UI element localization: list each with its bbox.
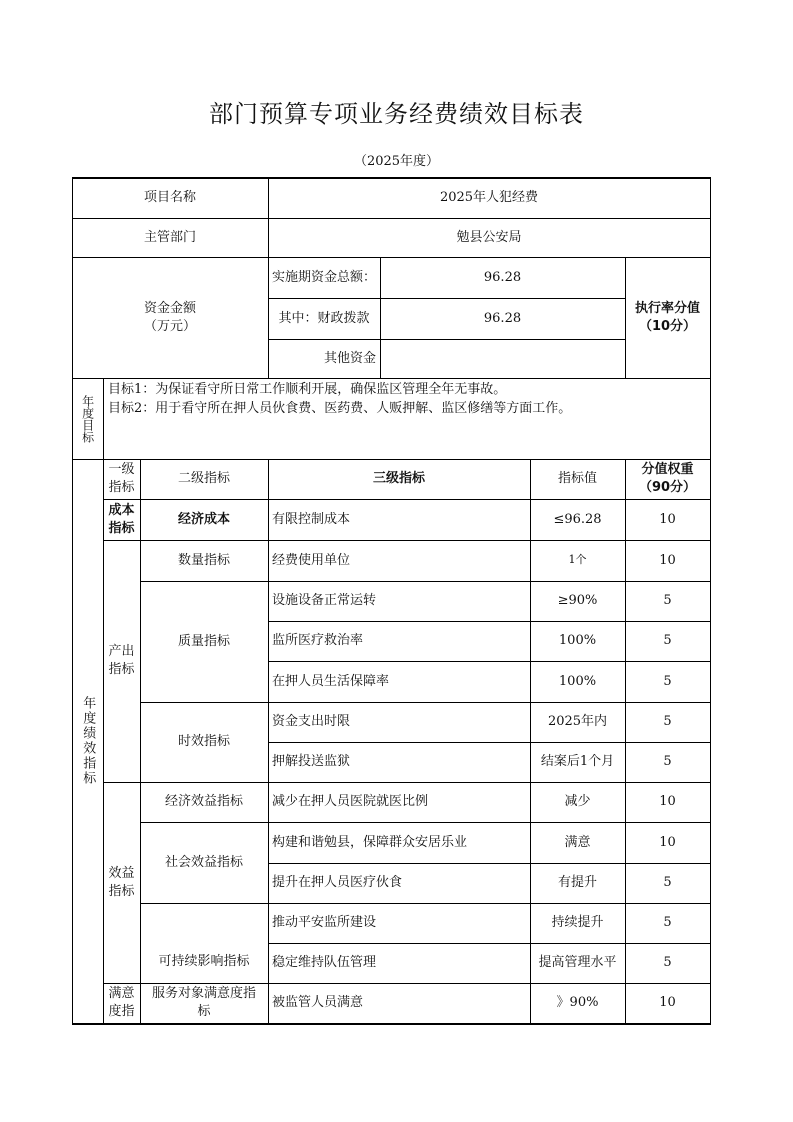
header-level1: 一级指标 <box>108 462 135 495</box>
timeliness-row-2-weight: 5 <box>663 754 672 770</box>
satisfaction-level1: 满意度指 <box>108 986 135 1019</box>
department-label: 主管部门 <box>143 229 196 245</box>
quality-row-1-value: ≥90% <box>557 593 598 609</box>
header-level2: 二级指标 <box>177 471 230 487</box>
funds-label-line1: 资金金额 <box>143 300 196 316</box>
cost-value: ≤96.28 <box>553 511 602 527</box>
page-subtitle: （2025年度） <box>353 154 440 169</box>
goal-item-1: 目标1：为保证看守所日常工作顺利开展，确保监区管理全年无事故。 <box>108 382 507 397</box>
timeliness-row-2-level3: 押解投送监狱 <box>272 754 351 770</box>
social-level2: 社会效益指标 <box>164 854 243 870</box>
timeliness-row-2-value: 结案后1个月 <box>540 754 615 770</box>
timeliness-row-1-level3: 资金支出时限 <box>272 714 351 730</box>
sustain-level2: 可持续影响指标 <box>158 954 250 970</box>
sustain-row-1-level3: 推动平安监所建设 <box>272 915 377 931</box>
annual-goal-label: 年度目标 <box>80 394 95 443</box>
total-funds-label: 实施期资金总额： <box>271 269 376 285</box>
quality-row-2-level3: 监所医疗救治率 <box>272 633 364 649</box>
quality-row-3-level3: 在押人员生活保障率 <box>272 673 390 689</box>
quantity-value: 1个 <box>568 553 587 567</box>
header-value: 指标值 <box>557 471 597 487</box>
header-weight-line1: 分值权重 <box>641 462 694 478</box>
project-name-label: 项目名称 <box>143 190 196 206</box>
funds-label-line2: （万元） <box>143 318 196 334</box>
header-weight <box>625 459 710 499</box>
economic-level3: 减少在押人员医院就医比例 <box>272 794 429 810</box>
satisfaction-value: 》90% <box>556 995 599 1011</box>
execution-rate-line1: 执行率分值 <box>634 300 700 316</box>
satisfaction-level2: 服务对象满意度指标 <box>152 986 257 1019</box>
funds-label <box>72 257 268 378</box>
project-name-value: 2025年人犯经费 <box>439 190 539 206</box>
sustain-row-2-weight: 5 <box>663 955 672 971</box>
execution-rate-score <box>625 257 710 378</box>
annual-goal-list <box>108 380 708 418</box>
social-row-2-level3: 提升在押人员医疗伙食 <box>272 875 403 891</box>
timeliness-row-1-value: 2025年内 <box>547 714 608 730</box>
economic-level2: 经济效益指标 <box>164 794 243 810</box>
other-funds-label: 其他资金 <box>323 350 376 366</box>
execution-rate-line2: （10分） <box>638 318 697 334</box>
timeliness-level2: 时效指标 <box>177 734 230 750</box>
quality-row-1-weight: 5 <box>663 593 672 609</box>
sustain-row-2-level3: 稳定维持队伍管理 <box>272 955 377 971</box>
satisfaction-weight: 10 <box>659 995 676 1011</box>
quantity-level2: 数量指标 <box>177 552 230 568</box>
quality-level2: 质量指标 <box>177 633 230 649</box>
goal-item-2: 目标2：用于看守所在押人员伙食费、医药费、人贩押解、监区修缮等方面工作。 <box>108 401 572 416</box>
cost-level1: 成本指标 <box>108 502 135 536</box>
fiscal-funds-label: 其中：财政拨款 <box>278 310 370 326</box>
quality-row-2-value: 100% <box>558 633 597 649</box>
economic-value: 减少 <box>564 794 591 810</box>
cost-weight: 10 <box>659 511 676 527</box>
fiscal-funds-value: 96.28 <box>483 310 522 326</box>
page-title: 部门预算专项业务经费绩效目标表 <box>209 100 584 128</box>
quality-row-3-value: 100% <box>558 673 597 689</box>
total-funds-value: 96.28 <box>483 269 522 285</box>
quantity-weight: 10 <box>659 552 676 568</box>
social-row-2-weight: 5 <box>663 875 672 891</box>
timeliness-row-1-weight: 5 <box>663 714 672 730</box>
social-row-2-value: 有提升 <box>557 875 597 891</box>
satisfaction-level3: 被监管人员满意 <box>272 995 364 1011</box>
cost-level2: 经济成本 <box>177 511 230 527</box>
sustain-row-1-weight: 5 <box>663 915 672 931</box>
quantity-level3: 经费使用单位 <box>272 552 351 568</box>
social-row-1-level3: 构建和谐勉县，保障群众安居乐业 <box>272 834 468 850</box>
department-value: 勉县公安局 <box>456 229 522 245</box>
social-row-1-value: 满意 <box>564 834 591 850</box>
benefit-level1: 效益指标 <box>108 865 135 899</box>
output-level1: 产出指标 <box>108 644 135 677</box>
quality-row-2-weight: 5 <box>663 633 672 649</box>
economic-weight: 10 <box>659 794 676 810</box>
social-row-1-weight: 10 <box>659 834 676 850</box>
header-weight-line2: （90分） <box>638 480 697 495</box>
quality-row-3-weight: 5 <box>663 673 672 689</box>
cost-level3: 有限控制成本 <box>272 511 351 527</box>
sustain-row-2-value: 提高管理水平 <box>538 955 617 971</box>
quality-row-1-level3: 设施设备正常运转 <box>272 593 377 609</box>
header-level3: 三级指标 <box>372 471 425 487</box>
indicator-section-label: 年度绩效指标 <box>80 696 96 786</box>
sustain-row-1-value: 持续提升 <box>551 915 604 931</box>
other-funds-value <box>380 339 625 378</box>
